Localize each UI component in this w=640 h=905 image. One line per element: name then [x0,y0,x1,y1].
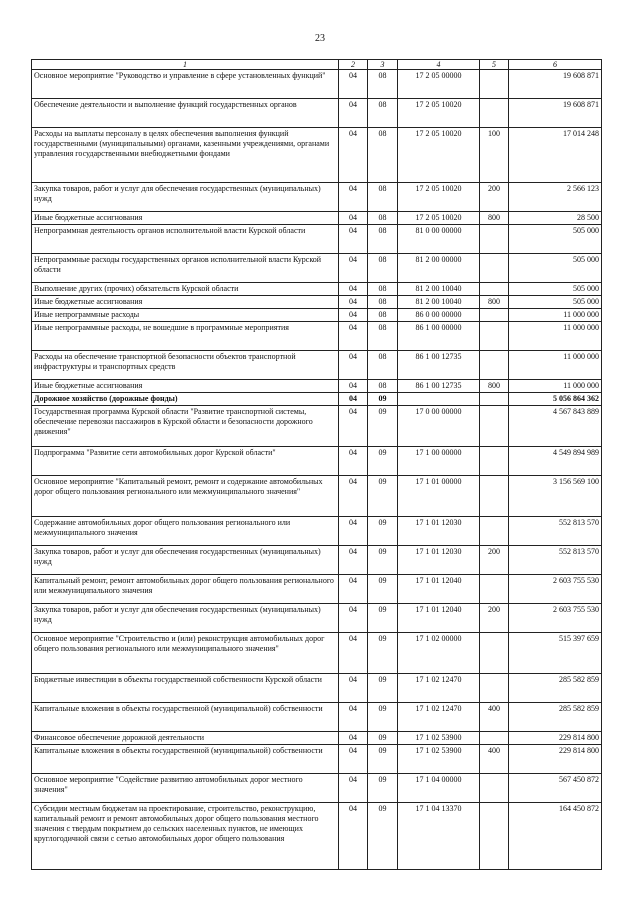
row-expense-type: 800 [480,296,509,309]
table-header-row [32,60,602,70]
row-target-article: 17 1 01 12040 [398,604,480,633]
row-expense-type [480,322,509,351]
row-section: 04 [339,322,368,351]
row-name: Закупка товаров, работ и услуг для обеспечения государственных (муниципальных) нужд [32,183,339,212]
row-expense-type: 200 [480,604,509,633]
table-row [32,254,602,283]
row-subsection: 08 [368,296,398,309]
row-name: Дорожное хозяйство (дорожные фонды) [32,393,339,406]
row-expense-type [480,309,509,322]
row-amount: 3 156 569 100 [509,476,602,517]
row-amount: 2 603 755 530 [509,575,602,604]
row-name: Иные бюджетные ассигнования [32,296,339,309]
row-name: Капитальный ремонт, ремонт автомобильных дорог общего пользования регионального или межмуниципального значения [32,575,339,604]
row-subsection: 09 [368,575,398,604]
row-subsection: 09 [368,476,398,517]
row-name: Субсидии местным бюджетам на проектирование, строительство, реконструкцию, капитальный ремонт и ремонт автомобильных дорог общего пользования местного значения с твердым покрытием до сельских населенных пунктов, не имеющих круглогодичной связи с сетью автомобильных дорог общего пользования [32,803,339,870]
row-subsection: 08 [368,351,398,380]
row-name: Непрограммная деятельность органов исполнительной власти Курской области [32,225,339,254]
table-row [32,803,602,870]
row-expense-type [480,70,509,99]
row-subsection: 08 [368,283,398,296]
row-amount: 4 567 843 889 [509,406,602,447]
row-subsection: 09 [368,745,398,774]
table-row [32,380,602,393]
row-section: 04 [339,183,368,212]
row-name: Выполнение других (прочих) обязательств Курской области [32,283,339,296]
row-name: Обеспечение деятельности и выполнение функций государственных органов [32,99,339,128]
row-expense-type: 400 [480,745,509,774]
row-name: Основное мероприятие "Руководство и управление в сфере установленных функций" [32,70,339,99]
row-name: Капитальные вложения в объекты государственной (муниципальной) собственности [32,745,339,774]
row-expense-type [480,476,509,517]
row-target-article: 17 2 05 10020 [398,183,480,212]
row-subsection: 09 [368,633,398,674]
column-header-target-article: 4 [398,60,480,70]
table-row [32,745,602,774]
table-row [32,517,602,546]
row-amount: 19 608 871 [509,70,602,99]
row-amount: 17 014 248 [509,128,602,183]
row-subsection: 08 [368,99,398,128]
row-expense-type: 800 [480,212,509,225]
row-subsection: 08 [368,225,398,254]
row-subsection: 08 [368,183,398,212]
row-section: 04 [339,128,368,183]
row-name: Государственная программа Курской области "Развитие транспортной системы, обеспечение перевозки пассажиров в Курской области и безопасности дорожного движения" [32,406,339,447]
row-section: 04 [339,803,368,870]
table-row [32,633,602,674]
row-subsection: 09 [368,393,398,406]
row-subsection: 08 [368,70,398,99]
row-amount: 515 397 659 [509,633,602,674]
column-header-name: 1 [32,60,339,70]
table-row [32,774,602,803]
row-expense-type [480,517,509,546]
table-row [32,225,602,254]
row-name: Иные бюджетные ассигнования [32,212,339,225]
row-name: Капитальные вложения в объекты государственной (муниципальной) собственности [32,703,339,732]
row-amount: 11 000 000 [509,380,602,393]
row-amount: 5 056 864 362 [509,393,602,406]
row-name: Иные бюджетные ассигнования [32,380,339,393]
row-amount: 28 500 [509,212,602,225]
row-section: 04 [339,575,368,604]
table-row [32,674,602,703]
row-expense-type [480,633,509,674]
table-row [32,732,602,745]
row-section: 04 [339,393,368,406]
table-row [32,351,602,380]
row-expense-type [480,803,509,870]
row-section: 04 [339,745,368,774]
row-section: 04 [339,447,368,476]
row-target-article: 17 1 01 12030 [398,517,480,546]
row-section: 04 [339,406,368,447]
row-target-article: 17 1 02 12470 [398,674,480,703]
row-name: Основное мероприятие "Строительство и (или) реконструкция автомобильных дорог общего пользования регионального или межмуниципального значения" [32,633,339,674]
row-subsection: 09 [368,703,398,732]
row-name: Иные непрограммные расходы, не вошедшие в программные мероприятия [32,322,339,351]
row-section: 04 [339,380,368,393]
row-expense-type: 200 [480,183,509,212]
row-target-article: 17 1 02 53900 [398,732,480,745]
table-row [32,296,602,309]
row-section: 04 [339,296,368,309]
row-name: Закупка товаров, работ и услуг для обеспечения государственных (муниципальных) нужд [32,604,339,633]
row-section: 04 [339,517,368,546]
row-section: 04 [339,703,368,732]
column-header-amount: 6 [509,60,602,70]
row-target-article: 17 1 01 12030 [398,546,480,575]
table-row [32,212,602,225]
row-target-article: 17 1 02 00000 [398,633,480,674]
table-row [32,322,602,351]
row-expense-type [480,447,509,476]
row-section: 04 [339,674,368,703]
budget-table [31,59,602,870]
row-subsection: 09 [368,803,398,870]
row-target-article: 81 2 00 10040 [398,296,480,309]
row-amount: 164 450 872 [509,803,602,870]
row-amount: 2 566 123 [509,183,602,212]
row-target-article: 17 2 05 10020 [398,99,480,128]
row-amount: 567 450 872 [509,774,602,803]
row-name: Финансовое обеспечение дорожной деятельности [32,732,339,745]
row-target-article: 17 1 01 12040 [398,575,480,604]
row-amount: 229 814 800 [509,745,602,774]
row-amount: 505 000 [509,254,602,283]
column-header-expense-type: 5 [480,60,509,70]
row-target-article: 17 1 02 53900 [398,745,480,774]
row-expense-type [480,225,509,254]
row-target-article: 17 1 04 13370 [398,803,480,870]
row-name: Расходы на выплаты персоналу в целях обеспечения выполнения функций государственными (муниципальными) органами, казенными учреждениями, органами управления государственными внебюджетными фондами [32,128,339,183]
table-row [32,393,602,406]
row-section: 04 [339,70,368,99]
row-amount: 552 813 570 [509,517,602,546]
row-expense-type: 100 [480,128,509,183]
row-target-article: 17 2 05 10020 [398,212,480,225]
row-expense-type [480,254,509,283]
row-amount: 2 603 755 530 [509,604,602,633]
row-expense-type [480,393,509,406]
row-amount: 19 608 871 [509,99,602,128]
row-amount: 11 000 000 [509,309,602,322]
row-amount: 229 814 800 [509,732,602,745]
row-expense-type [480,283,509,296]
column-header-section: 2 [339,60,368,70]
row-target-article: 17 1 04 00000 [398,774,480,803]
row-subsection: 08 [368,212,398,225]
row-amount: 285 582 859 [509,674,602,703]
row-section: 04 [339,633,368,674]
row-target-article: 17 2 05 10020 [398,128,480,183]
row-amount: 11 000 000 [509,322,602,351]
row-subsection: 08 [368,380,398,393]
row-amount: 552 813 570 [509,546,602,575]
row-expense-type [480,674,509,703]
row-subsection: 08 [368,322,398,351]
column-header-subsection: 3 [368,60,398,70]
table-row [32,309,602,322]
row-name: Расходы на обеспечение транспортной безопасности объектов транспортной инфраструктуры и транспортных средств [32,351,339,380]
row-section: 04 [339,604,368,633]
row-section: 04 [339,283,368,296]
table-row [32,283,602,296]
table-row [32,406,602,447]
row-target-article: 86 0 00 00000 [398,309,480,322]
row-expense-type [480,774,509,803]
table-row [32,546,602,575]
row-subsection: 09 [368,732,398,745]
row-target-article: 81 0 00 00000 [398,225,480,254]
table-row [32,70,602,99]
row-section: 04 [339,732,368,745]
row-subsection: 09 [368,517,398,546]
table-row [32,128,602,183]
row-amount: 505 000 [509,296,602,309]
table-row [32,575,602,604]
row-section: 04 [339,212,368,225]
row-section: 04 [339,546,368,575]
row-target-article: 81 2 00 10040 [398,283,480,296]
row-amount: 4 549 894 989 [509,447,602,476]
row-subsection: 09 [368,674,398,703]
row-name: Иные непрограммные расходы [32,309,339,322]
row-section: 04 [339,99,368,128]
row-amount: 11 000 000 [509,351,602,380]
row-subsection: 08 [368,309,398,322]
page-number: 23 [315,33,325,44]
row-name: Подпрограмма "Развитие сети автомобильных дорог Курской области" [32,447,339,476]
row-section: 04 [339,225,368,254]
row-target-article: 17 1 00 00000 [398,447,480,476]
table-row [32,604,602,633]
row-amount: 505 000 [509,283,602,296]
row-subsection: 08 [368,254,398,283]
table-row [32,476,602,517]
row-expense-type: 400 [480,703,509,732]
row-target-article: 17 2 05 00000 [398,70,480,99]
table-row [32,183,602,212]
row-subsection: 09 [368,546,398,575]
row-section: 04 [339,351,368,380]
row-name: Основное мероприятие "Содействие развитию автомобильных дорог местного значения" [32,774,339,803]
row-name: Содержание автомобильных дорог общего пользования регионального или межмуниципального значения [32,517,339,546]
row-expense-type [480,732,509,745]
row-name: Основное мероприятие "Капитальный ремонт, ремонт и содержание автомобильных дорог общего пользования регионального или межмуниципального значения" [32,476,339,517]
row-expense-type [480,351,509,380]
row-name: Бюджетные инвестиции в объекты государственной собственности Курской области [32,674,339,703]
table-row [32,447,602,476]
row-target-article: 17 1 02 12470 [398,703,480,732]
row-amount: 505 000 [509,225,602,254]
row-target-article: 17 1 01 00000 [398,476,480,517]
row-target-article: 86 1 00 12735 [398,351,480,380]
row-section: 04 [339,476,368,517]
row-target-article: 17 0 00 00000 [398,406,480,447]
row-expense-type [480,99,509,128]
row-expense-type [480,406,509,447]
row-section: 04 [339,309,368,322]
row-amount: 285 582 859 [509,703,602,732]
row-expense-type: 800 [480,380,509,393]
row-subsection: 08 [368,128,398,183]
row-expense-type: 200 [480,546,509,575]
row-target-article: 86 1 00 12735 [398,380,480,393]
table-row [32,99,602,128]
row-subsection: 09 [368,774,398,803]
row-expense-type [480,575,509,604]
row-section: 04 [339,774,368,803]
row-target-article [398,393,480,406]
row-subsection: 09 [368,604,398,633]
row-target-article: 81 2 00 00000 [398,254,480,283]
row-subsection: 09 [368,406,398,447]
row-section: 04 [339,254,368,283]
row-name: Непрограммные расходы государственных органов исполнительной власти Курской области [32,254,339,283]
row-subsection: 09 [368,447,398,476]
row-name: Закупка товаров, работ и услуг для обеспечения государственных (муниципальных) нужд [32,546,339,575]
table-row [32,703,602,732]
row-target-article: 86 1 00 00000 [398,322,480,351]
